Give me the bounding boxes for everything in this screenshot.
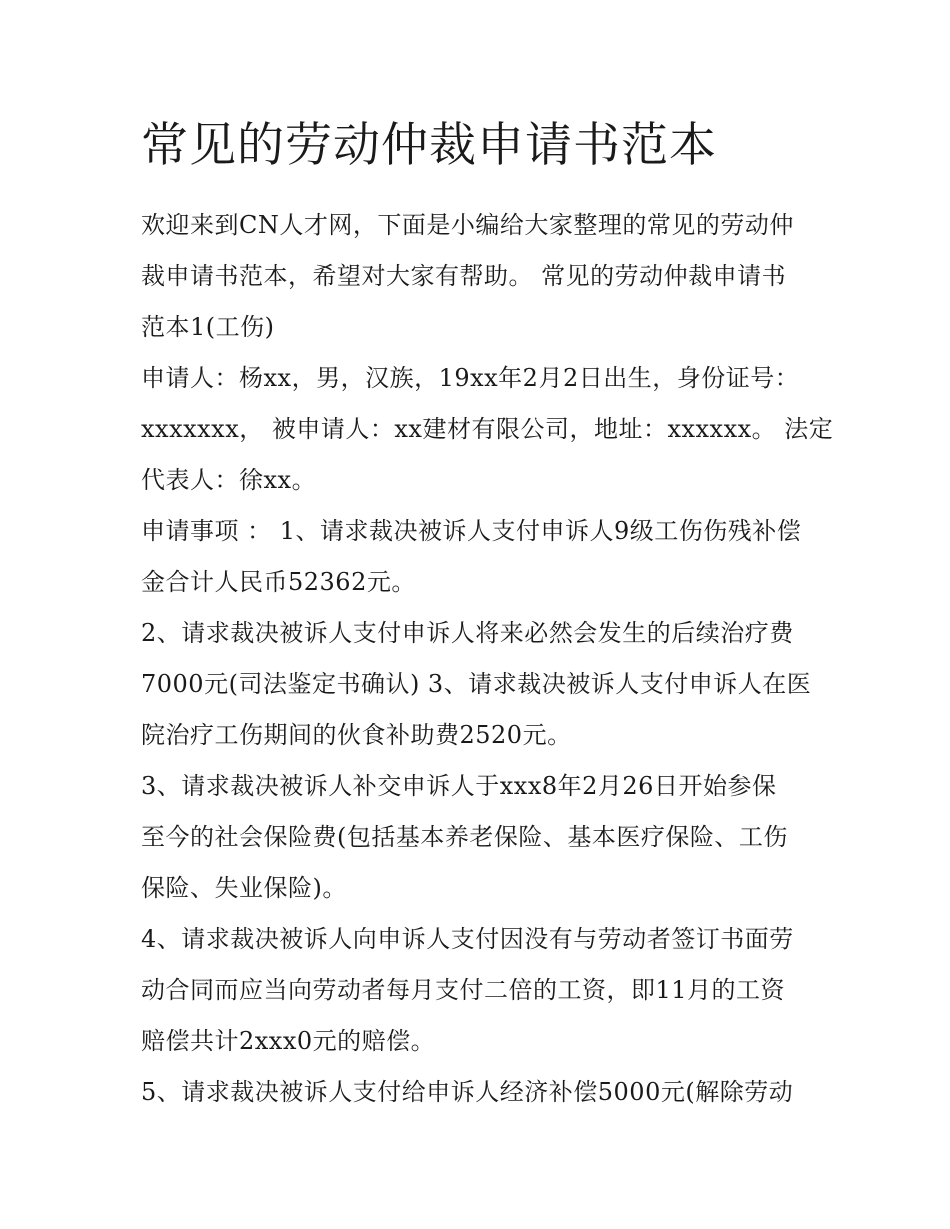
text-line: 动合同而应当向劳动者每月支付二倍的工资，即11月的工资: [141, 976, 786, 1004]
text-line: 赔偿共计2xxx0元的赔偿。: [141, 1027, 436, 1055]
text-line: xxxxxxx， 被申请人：xx建材有限公司，地址：xxxxxx。 法定: [141, 415, 834, 443]
paragraph-claim-3: [141, 761, 821, 914]
text-line: 5、请求裁决被诉人支付给申诉人经济补偿5000元(解除劳动: [141, 1078, 794, 1106]
page-title: 常见的劳动仲裁申请书范本: [141, 118, 717, 173]
text-line: 代表人：徐xx。: [141, 466, 317, 494]
text-line: 裁申请书范本，希望对大家有帮助。 常见的劳动仲裁申请书: [141, 262, 787, 290]
text-line: 至今的社会保险费(包括基本养老保险、基本医疗保险、工伤: [141, 823, 788, 851]
text-line: 保险、失业保险)。: [141, 874, 347, 902]
paragraph-parties: [141, 353, 834, 506]
paragraph-claim-1: [141, 506, 821, 608]
paragraph-claim-2: [141, 608, 821, 761]
text-line: 院治疗工伤期间的伙食补助费2520元。: [141, 721, 572, 749]
text-line: 范本1(工伤): [141, 313, 275, 341]
text-line: 金合计人民币52362元。: [141, 568, 416, 596]
paragraph-intro: [141, 200, 821, 353]
paragraph-claim-5: [141, 1067, 821, 1118]
text-line: 4、请求裁决被诉人向申诉人支付因没有与劳动者签订书面劳: [141, 925, 794, 953]
text-line: 申请事项 ： 1、请求裁决被诉人支付申诉人9级工伤伤残补偿: [141, 517, 802, 545]
paragraph-claim-4: [141, 914, 821, 1067]
text-line: 欢迎来到CN人才网，下面是小编给大家整理的常见的劳动仲: [141, 211, 794, 239]
text-line: 申请人：杨xx，男，汉族，19xx年2月2日出生，身份证号：: [141, 364, 800, 392]
text-line: 2、请求裁决被诉人支付申诉人将来必然会发生的后续治疗费: [141, 619, 794, 647]
document-body: [141, 200, 834, 1118]
text-line: 7000元(司法鉴定书确认) 3、请求裁决被诉人支付申诉人在医: [141, 670, 812, 698]
text-line: 3、请求裁决被诉人补交申诉人于xxx8年2月26日开始参保: [141, 772, 777, 800]
